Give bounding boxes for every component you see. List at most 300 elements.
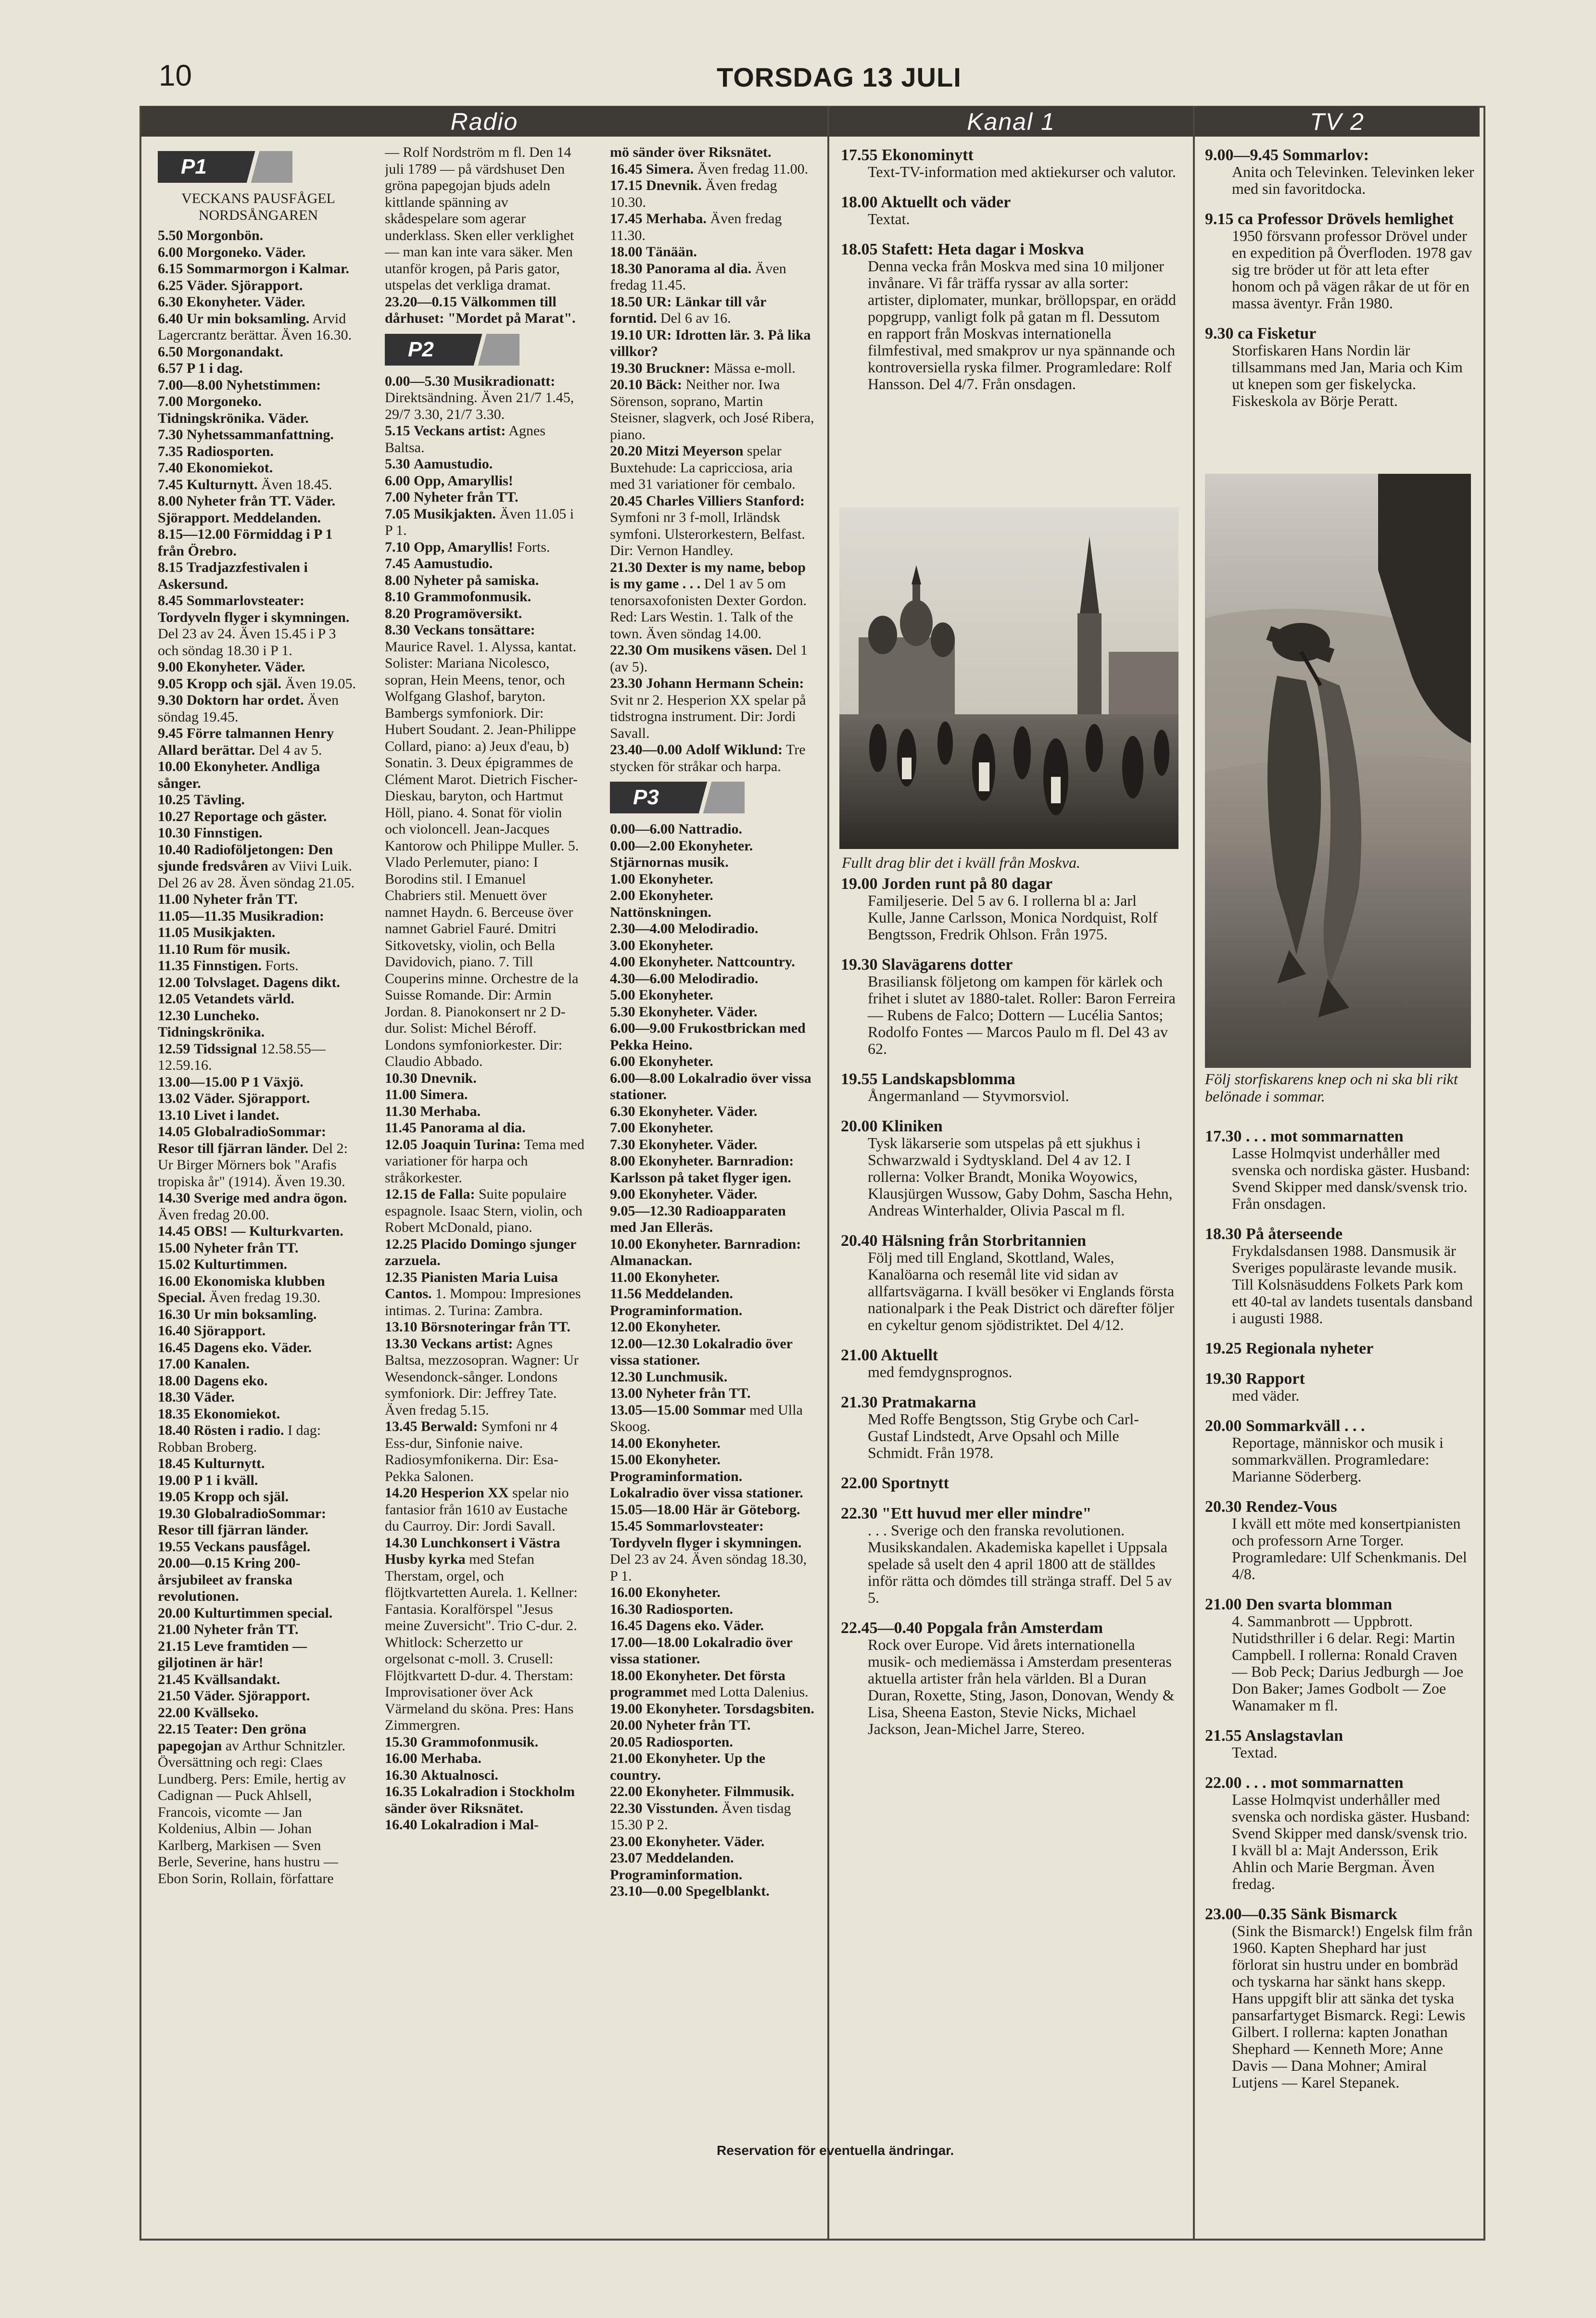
program-entry xyxy=(158,1672,359,1688)
program-entry xyxy=(610,1236,814,1269)
program-entry xyxy=(158,526,359,559)
tv-program-description: Tysk läkarserie som utspelas på ett sjukhus i Schwarzwald i Sydtyskland. Del 4 av 12. I rollerna: Volker Brandt, Monika Woyowics, Klausjürgen Wussow, Gaby Dohm, Sascha Hehn, Andreas Winterhalder, Olivia Pascal m fl. xyxy=(868,1134,1173,1219)
program-title: Radiosporten. xyxy=(646,1601,733,1617)
tv-program-entry xyxy=(1205,1418,1474,1485)
program-entry xyxy=(610,493,814,559)
program-description: Suite populaire espagnole. Isaac Stern, violin, och Robert McDonald, piano. xyxy=(385,1186,583,1235)
program-time: 16.35 xyxy=(385,1784,418,1799)
program-title: Grammofonmusik. xyxy=(421,1734,539,1750)
program-time: 19.10 xyxy=(610,327,643,343)
program-time: 7.35 xyxy=(158,443,183,459)
program-title: Dagens eko. Väder. xyxy=(194,1339,312,1355)
program-entry xyxy=(158,261,359,278)
tv-program-description: med femdygnsprognos. xyxy=(868,1363,1013,1381)
program-entry xyxy=(610,971,814,988)
moscow-photo-caption: Fullt drag blir det i kväll från Moskva. xyxy=(842,854,1080,871)
program-title: Lokalradio över vissa stationer. xyxy=(610,1070,811,1102)
program-entry xyxy=(610,443,814,493)
program-time: 19.30 xyxy=(610,360,643,376)
program-title: Ekonyheter. xyxy=(646,1319,721,1335)
program-time: 18.30 xyxy=(610,260,643,277)
tv-program-entry xyxy=(1205,1370,1474,1404)
program-title: Panorama al dia. xyxy=(420,1120,526,1136)
program-time: 7.00—8.00 xyxy=(158,377,223,393)
program-description: Även fredag 19.30. xyxy=(209,1290,321,1305)
program-title: Veckans tonsättare: xyxy=(414,622,535,638)
program-entry xyxy=(158,1489,359,1506)
program-time: 0.00—6.00 xyxy=(610,821,675,837)
program-time: 9.05—12.30 xyxy=(610,1203,682,1219)
program-time: 19.05 xyxy=(158,1489,190,1505)
p2-listings xyxy=(385,373,584,1834)
program-description: Även 18.45. xyxy=(261,476,332,493)
program-time: 20.05 xyxy=(610,1734,643,1750)
program-title: Förmiddag i P 1 från Örebro. xyxy=(158,526,333,559)
program-time: 7.10 xyxy=(385,539,410,555)
tv-program-title: 22.45—0.40 Popgala från Amsterdam xyxy=(841,1619,1103,1637)
program-title: Lunchkonsert i Västra Husby kyrka xyxy=(385,1534,560,1567)
program-entry xyxy=(158,1074,359,1091)
program-time: 11.05—11.35 xyxy=(158,908,236,924)
program-title: Kanalen. xyxy=(194,1356,250,1372)
program-title: Bäck: xyxy=(646,377,682,393)
program-entry xyxy=(610,327,814,360)
program-time: 10.00 xyxy=(158,759,190,774)
program-title: Teater: Den gröna papegojan xyxy=(158,1721,306,1754)
program-entry xyxy=(610,1850,814,1883)
program-description: Forts. xyxy=(265,958,299,974)
program-entry xyxy=(158,360,359,377)
tv2-bottom-listings xyxy=(1205,1128,1474,2136)
program-entry xyxy=(610,1336,814,1369)
program-entry xyxy=(385,1485,584,1535)
program-entry xyxy=(610,244,814,261)
program-entry xyxy=(385,1817,584,1834)
program-entry xyxy=(385,456,584,473)
fishing-photo xyxy=(1205,474,1471,1068)
p3-listings xyxy=(610,821,814,1900)
program-entry xyxy=(610,1668,814,1701)
program-time: 21.00 xyxy=(610,1750,643,1766)
program-time: 12.15 xyxy=(385,1186,418,1202)
program-title: UR: Idrotten lär. 3. På lika villkor? xyxy=(610,327,811,359)
p1-listings xyxy=(158,228,359,1887)
program-title: Ekonyheter. xyxy=(646,1435,721,1451)
program-entry xyxy=(610,1518,814,1584)
program-description: Även tisdag 15.30 P 2. xyxy=(610,1800,791,1833)
program-description: Även 19.05. xyxy=(285,675,356,692)
program-title: Lokalradion i Stockholm sänder över Riksnätet. xyxy=(385,1784,575,1816)
program-time: 23.00 xyxy=(610,1833,643,1849)
program-title: Vetandets värld. xyxy=(194,991,294,1007)
program-title: Reportage och gäster. xyxy=(194,808,327,824)
program-entry xyxy=(158,941,359,958)
tv-program-title: 9.30 ca Fisketur xyxy=(1205,325,1317,342)
tv-program-title: 19.00 Jorden runt på 80 dagar xyxy=(841,875,1053,893)
program-title: Ekonyheter. Väder. xyxy=(639,1136,758,1153)
program-title: Visstunden. xyxy=(646,1800,718,1816)
program-title: Simera. xyxy=(420,1087,468,1102)
tv-program-title: 23.00—0.35 Sänk Bismarck xyxy=(1205,1905,1397,1923)
program-time: 2.30—4.00 xyxy=(610,921,675,937)
program-description: Även fredag 20.00. xyxy=(158,1206,269,1223)
program-time: 6.15 xyxy=(158,261,183,277)
program-time: 18.30 xyxy=(158,1389,190,1405)
program-entry xyxy=(158,460,359,477)
tv-program-title: 17.55 Ekonominytt xyxy=(841,147,974,164)
program-time: 7.00 xyxy=(385,489,410,505)
program-entry xyxy=(610,1385,814,1402)
tv-program-entry xyxy=(1205,325,1474,409)
program-time: 22.00 xyxy=(610,1784,643,1799)
program-title: Ekonyheter. Väder. xyxy=(639,1186,758,1202)
program-title: Kring 200-årsjubileet av franska revolutionen. xyxy=(158,1555,301,1604)
program-time: 10.25 xyxy=(158,792,190,808)
program-entry xyxy=(385,572,584,589)
program-title: Leve framtiden — giljotinen är här! xyxy=(158,1638,307,1671)
program-title: Hesperion XX xyxy=(421,1485,509,1501)
program-title: Lokalradio över vissa stationer. xyxy=(610,1634,793,1667)
program-title: Kulturnytt. xyxy=(194,1456,265,1471)
tv-program-title: 21.00 Aktuellt xyxy=(841,1346,938,1364)
program-title: Nyheter från TT. xyxy=(646,1717,751,1733)
program-entry xyxy=(610,1701,814,1718)
tv-program-title: 18.05 Stafett: Heta dagar i Moskva xyxy=(841,241,1084,258)
program-entry xyxy=(158,908,359,925)
program-time: 6.00—8.00 xyxy=(610,1070,675,1086)
program-time: 5.30 xyxy=(610,1003,635,1020)
program-entry xyxy=(610,1053,814,1070)
program-title: Morgoneko. Tidningskrönika. Väder. xyxy=(158,393,309,426)
program-entry xyxy=(610,1601,814,1618)
program-entry xyxy=(158,759,359,792)
program-title: Panorama al dia. xyxy=(646,260,752,277)
program-title: Ekonyheter. xyxy=(639,937,713,953)
program-time: 16.45 xyxy=(158,1339,190,1355)
program-title: Merhaba. xyxy=(646,211,707,227)
kanal1-top-listings xyxy=(841,147,1178,493)
tv-program-title: 19.55 Landskapsblomma xyxy=(841,1070,1015,1088)
program-entry xyxy=(385,1734,584,1751)
program-description: Svit nr 2. Hesperion XX spelar på tidstrogna instrument. Dir: Jordi Savall. xyxy=(610,692,806,741)
tv-program-description: Med Roffe Bengtsson, Stig Grybe och Carl-Gustaf Lindstedt, Arve Opsahl och Mille Schmidt. Från 1978. xyxy=(868,1410,1139,1461)
program-time: 2.00 xyxy=(610,887,635,903)
program-time: 7.00 xyxy=(158,393,183,409)
program-entry xyxy=(158,1124,359,1190)
p1-subtitle: VECKANS PAUSFÅGEL NORDSÅNGAREN xyxy=(181,190,335,223)
program-time: 11.45 xyxy=(385,1120,417,1136)
program-title: Aamustudio. xyxy=(414,556,493,571)
program-title: Meddelanden. Programinformation. xyxy=(610,1286,743,1318)
program-title: Dagens eko. Väder. xyxy=(646,1618,764,1634)
program-time: 7.00 xyxy=(610,1120,635,1136)
program-time: 8.45 xyxy=(158,593,183,608)
program-title: Kulturnytt. xyxy=(187,476,258,493)
program-entry xyxy=(610,177,814,211)
program-description: Del 1 av 5 om tenorsaxofonisten Dexter Gordon. Red: Lars Westin. 1. Talk of the town. Även söndag 14.00. xyxy=(610,576,807,642)
program-time: 23.10—0.00 xyxy=(610,1883,682,1899)
program-entry xyxy=(385,1535,584,1734)
program-time: 6.30 xyxy=(610,1103,635,1119)
program-time: 5.15 xyxy=(385,423,410,439)
program-entry xyxy=(158,1190,359,1223)
program-title: Luncheko. Tidningskrönika. xyxy=(158,1007,265,1040)
program-time: 21.30 xyxy=(610,559,643,575)
program-time: 14.05 xyxy=(158,1124,190,1140)
program-time: 10.40 xyxy=(158,841,190,858)
p3-section-label: P3 xyxy=(610,782,745,813)
program-title: Sommarlovsteater: Tordyveln flyger i skymningen. xyxy=(610,1518,802,1551)
program-title: Musikjakten. xyxy=(193,925,276,940)
program-time: 7.45 xyxy=(385,556,410,571)
program-time: 20.10 xyxy=(610,377,643,393)
program-entry xyxy=(158,1008,359,1041)
program-entry xyxy=(610,1020,814,1053)
tv-program-description: Textat. xyxy=(868,210,910,228)
program-entry xyxy=(158,1472,359,1489)
program-title: Ekonyheter. Andliga sånger. xyxy=(158,759,320,791)
program-time: 6.00 xyxy=(385,472,410,489)
program-entry xyxy=(158,1356,359,1373)
program-entry xyxy=(385,1269,584,1319)
program-time: 16.40 xyxy=(385,1817,418,1833)
program-time: 9.05 xyxy=(158,675,183,692)
program-description: Även fredag 11.30. xyxy=(610,211,782,243)
program-entry xyxy=(610,360,814,377)
program-title: Grammofonmusik. xyxy=(414,589,532,605)
program-description: spelar Buxtehude: La capricciosa, aria med 31 variationer för cembalo. xyxy=(610,443,796,492)
program-time: 5.00 xyxy=(610,987,635,1003)
program-entry xyxy=(610,1137,814,1153)
program-entry xyxy=(158,891,359,908)
program-title: Börsnoteringar från TT. xyxy=(421,1319,570,1335)
program-title: Nyheter från TT. Väder. Sjörapport. Meddelanden. xyxy=(158,493,336,526)
program-entry xyxy=(610,1004,814,1021)
tv2-top-listings xyxy=(1205,147,1474,474)
program-title: Placido Domingo sjunger zarzuela. xyxy=(385,1236,576,1268)
program-title: Ekonyheter. Det första programmet xyxy=(610,1667,785,1700)
program-time: 13.00 xyxy=(610,1385,643,1401)
tv-program-entry xyxy=(841,1347,1178,1381)
program-title: Kvällseko. xyxy=(194,1704,259,1721)
program-time: 19.55 xyxy=(158,1538,190,1555)
program-time: 11.00 xyxy=(385,1087,417,1102)
tv-program-title: 19.30 Rapport xyxy=(1205,1370,1305,1388)
program-description: 12.58.55—12.59.16. xyxy=(158,1040,326,1073)
tv-program-entry xyxy=(1205,1226,1474,1327)
program-title: Ekonyheter. Barnradion: Almanackan. xyxy=(610,1236,801,1268)
program-time: 18.00 xyxy=(610,1667,643,1684)
program-time: 16.00 xyxy=(610,1584,643,1600)
program-title: Väder. Sjörapport. xyxy=(187,277,303,293)
program-title: Musikradion: xyxy=(239,908,324,924)
program-title: Nyheter från TT. xyxy=(193,891,298,907)
program-title: Melodiradio. xyxy=(678,921,759,937)
moscow-photo xyxy=(839,507,1178,849)
tv-program-description: Anita och Televinken. Televinken leker med sin favoritdocka. xyxy=(1232,163,1474,197)
tv-program-entry xyxy=(841,1118,1178,1219)
p1-final-listing xyxy=(385,294,584,327)
program-description: med Ulla Skoog. xyxy=(610,1402,803,1434)
program-entry xyxy=(610,1834,814,1850)
tv-program-description: Följ med till England, Skottland, Wales, Kanalöarna och resemål lite vid sidan av allfartsvägarna. I kväll besöker vi Englands första nationalpark i the Peak District och därefter följer en cykeltur genom sjödistriktet. Del 4/12. xyxy=(868,1249,1175,1333)
program-time: 1.00 xyxy=(610,871,635,887)
program-time: 17.00—18.00 xyxy=(610,1634,689,1650)
tv-program-description: Storfiskaren Hans Nordin lär tillsammans med Jan, Maria och Kim ut knepen som ger fiskelycka. Fiskeskola av Börje Peratt. xyxy=(1232,342,1463,409)
program-title: Rum för musik. xyxy=(193,941,291,957)
program-entry xyxy=(610,377,814,443)
program-time: 0.00—2.00 xyxy=(610,837,675,854)
program-time: 0.00—5.30 xyxy=(385,373,450,389)
program-time: 15.45 xyxy=(610,1518,643,1534)
program-entry xyxy=(610,1634,814,1668)
program-title: Lokalradion i Mal- xyxy=(421,1817,539,1833)
program-time: 18.35 xyxy=(158,1406,190,1422)
column-rule xyxy=(1193,106,1195,2239)
tv-program-description: 1950 försvann professor Drövel under en expedition på Överfloden. 1978 gav sig tre bröder ut för att leta efter honom och på vägen råkar de ut för en massa äventyr. Från 1980. xyxy=(1232,227,1472,312)
program-entry xyxy=(385,1784,584,1817)
program-time: 21.50 xyxy=(158,1688,190,1704)
program-time: 8.10 xyxy=(385,589,410,605)
program-entry xyxy=(158,393,359,427)
program-entry xyxy=(385,1186,584,1236)
program-title: Joaquin Turina: xyxy=(421,1136,521,1153)
program-title: Ur min boksamling. xyxy=(194,1306,317,1322)
program-entry xyxy=(158,1306,359,1323)
tv-program-description: 4. Sammanbrott — Uppbrott. Nutidsthriller i 6 delar. Regi: Martin Campbell. I rollerna: Ronald Craven — Bob Peck; Darius Jedburgh — Joe Don Baker; James Godbolt — Zoe Wanamaker m fl. xyxy=(1232,1612,1464,1714)
program-title: Opp, Amaryllis! xyxy=(414,472,513,489)
program-entry xyxy=(610,1120,814,1137)
program-title: Charles Villiers Stanford: xyxy=(646,493,805,509)
program-time: 18.50 xyxy=(610,293,643,310)
program-title: Tolvslaget. Dagens dikt. xyxy=(194,974,340,990)
program-time: 16.30 xyxy=(610,1601,643,1617)
program-time: 19.30 xyxy=(158,1505,190,1521)
program-time: 11.05 xyxy=(158,925,190,940)
program-entry xyxy=(610,1717,814,1734)
tv-program-title: 22.30 "Ett huvud mer eller mindre" xyxy=(841,1505,1092,1522)
program-title: P 1 Växjö. xyxy=(241,1074,304,1090)
program-time: 15.02 xyxy=(158,1256,190,1272)
program-time: 4.00 xyxy=(610,954,635,970)
program-entry xyxy=(158,1240,359,1257)
program-entry xyxy=(385,294,584,327)
program-title: GlobalradioSommar: Resor till fjärran länder. xyxy=(158,1124,326,1156)
program-time: 12.25 xyxy=(385,1236,418,1252)
program-title: Sjörapport. xyxy=(194,1323,266,1339)
program-title: Ekonyheter. Väder. xyxy=(187,659,305,675)
program-entry xyxy=(610,1452,814,1502)
program-time: 17.15 xyxy=(610,177,643,193)
program-time: 5.50 xyxy=(158,228,183,243)
program-time: 14.00 xyxy=(610,1435,643,1451)
program-entry xyxy=(158,493,359,526)
tv-program-entry xyxy=(841,1232,1178,1333)
program-entry xyxy=(610,1618,814,1634)
program-description: med Stefan Therstam, orgel, och flöjtkvartetten Aurela. 1. Kellner: Fantasia. Koralförspel "Jesus meine Zuversicht". Trio C-dur. 2. Whitlock: Scherzetto ur orgelsonat c-moll. 3. Crusell: Flöjtkvartett D-dur. 4. Therstam: Improvisationer över Ack Värmeland du sköna. Pres: Hans Zimmergren. xyxy=(385,1551,578,1733)
program-description: Mässa e-moll. xyxy=(713,360,796,376)
program-time: 8.20 xyxy=(385,605,410,621)
tv-program-title: 20.00 Sommarkväll . . . xyxy=(1205,1417,1365,1435)
tv-program-entry xyxy=(1205,211,1474,312)
program-title: Simera. xyxy=(646,161,694,177)
program-time: 14.30 xyxy=(158,1190,190,1206)
p1-continued-text: — Rolf Nordström m fl. Den 14 juli 1789 — på värdshuset Den gröna papegojan bjuds adeln kittlande spänning av skådespelare som agerar underklass. Sken eller verklighet — man kan inte vara säker. Men utanför krogen, på Paris gator, utspelas det verkliga dramat. xyxy=(385,144,574,293)
tv-program-description: Reportage, människor och musik i sommarkvällen. Programledare: Marianne Söderberg. xyxy=(1232,1434,1444,1485)
program-title: Förre talmannen Henry Allard berättar. xyxy=(158,725,334,758)
program-time: 8.15—12.00 xyxy=(158,526,230,542)
program-time: 15.05—18.00 xyxy=(610,1501,689,1518)
program-title: Aktualnosci. xyxy=(421,1767,498,1783)
tv-program-title: 22.00 Sportnytt xyxy=(841,1474,949,1492)
program-entry xyxy=(385,373,584,423)
program-entry xyxy=(610,871,814,888)
program-time: 18.45 xyxy=(158,1456,190,1471)
program-time: 16.00 xyxy=(158,1273,190,1289)
tv-program-description: Brasiliansk följetong om kampen för kärlek och frihet i slutet av 1880-talet. Roller: Baron Ferreira — Rubens de Falco; Dottern — Lucélia Santos; Rodolfo Fontes — Marcos Paulo m fl. Del 43 av 62. xyxy=(868,973,1176,1057)
tv-program-entry xyxy=(1205,1498,1474,1583)
program-time: 3.00 xyxy=(610,937,635,953)
program-entry xyxy=(610,559,814,643)
program-time: 7.40 xyxy=(158,460,183,476)
program-entry xyxy=(610,1502,814,1519)
program-entry xyxy=(158,443,359,460)
program-title: Ekonyheter. Väder. xyxy=(187,294,305,310)
program-entry xyxy=(610,642,814,675)
program-entry xyxy=(610,838,814,871)
program-time: 6.00 xyxy=(610,1053,635,1069)
program-entry xyxy=(610,887,814,921)
program-entry xyxy=(158,809,359,825)
radio-p1-p2-column xyxy=(385,144,584,2136)
program-description: Även söndag 19.45. xyxy=(158,692,339,725)
program-title: Aamustudio. xyxy=(414,456,493,472)
program-entry xyxy=(610,954,814,971)
program-title: Nyheter från TT. xyxy=(646,1385,751,1401)
program-title: Dagens eko. xyxy=(194,1372,268,1389)
program-entry xyxy=(158,1107,359,1124)
program-description: Arvid Lagercrantz berättar. Även 16.30. xyxy=(158,310,352,343)
program-description: Del 1 (av 5). xyxy=(610,642,808,675)
program-time: 13.02 xyxy=(158,1090,190,1106)
program-title: P 1 i kväll. xyxy=(194,1472,258,1488)
program-title: Nyhetstimmen: xyxy=(226,377,321,393)
program-entry xyxy=(385,1070,584,1087)
tv-program-entry xyxy=(1205,147,1474,197)
program-title: Väder. Sjörapport. xyxy=(194,1090,310,1106)
program-entry xyxy=(158,278,359,294)
program-title: Merhaba. xyxy=(420,1103,481,1119)
program-description: spelar nio fantasior från 1610 av Eustache du Caurroy. Dir: Jordi Savall. xyxy=(385,1485,569,1534)
tv-program-description: Familjeserie. Del 5 av 6. I rollerna bl a: Jarl Kulle, Janne Carlsson, Monica Nordquist, Rolf Bengtsson, Fredrik Ohlson. Från 1975. xyxy=(868,892,1158,943)
program-time: 19.00 xyxy=(158,1472,190,1488)
program-title: Musikradionatt: xyxy=(453,373,556,389)
radio-p2-p3-column xyxy=(610,144,814,2136)
program-time: 11.35 xyxy=(158,958,190,974)
program-description: Agnes Baltsa. xyxy=(385,423,545,456)
program-time: 20.20 xyxy=(610,443,643,459)
program-time: 21.00 xyxy=(158,1621,190,1637)
program-entry xyxy=(385,606,584,622)
program-title: OBS! — Kulturkvarten. xyxy=(194,1223,343,1239)
program-title: Ekonyheter. Filmmusik. xyxy=(646,1784,795,1799)
tv-program-description: med väder. xyxy=(1232,1387,1300,1404)
tv-program-entry xyxy=(841,241,1178,393)
program-title: Veckans artist: xyxy=(414,423,506,439)
program-title: Ekonyheter. Up the country. xyxy=(610,1750,766,1783)
fishing-photo-caption: Följ storfiskarens knep och ni ska bli rikt belönade i sommar. xyxy=(1205,1070,1458,1105)
program-description: med Lotta Dalenius. xyxy=(691,1684,809,1700)
